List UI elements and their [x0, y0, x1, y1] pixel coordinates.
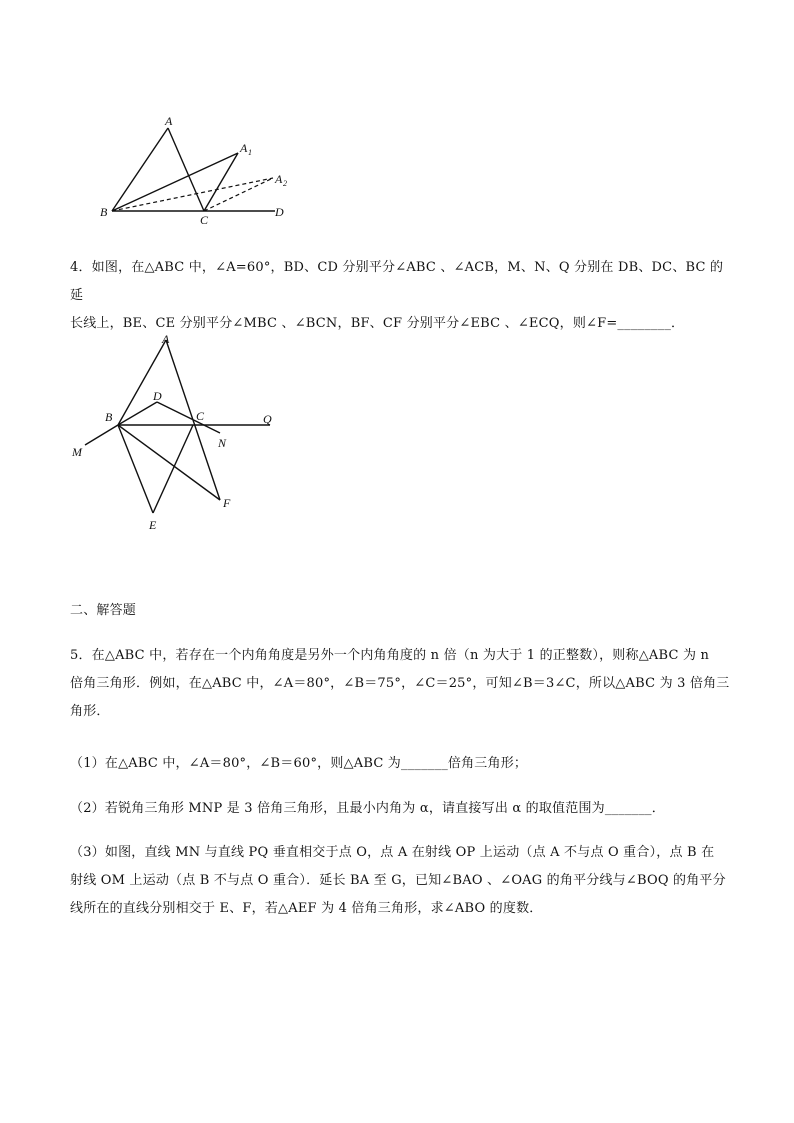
segment-BM: [85, 425, 118, 445]
question-5-line-1: 5．在△ABC 中，若存在一个内角角度是另外一个内角角度的 n 倍（n 为大于 1 的正整数），则称△ABC 为 n: [70, 648, 710, 663]
question-5-part-3: [70, 839, 730, 923]
label-A: A: [162, 332, 170, 346]
label-A1: A: [240, 141, 248, 155]
question-5-part-3-line-3: 线所在的直线分别相交于 E、F，若△AEF 为 4 倍角三角形，求∠ABO 的度数．: [70, 901, 543, 916]
figure-2-diagram: [65, 330, 285, 540]
label-A1-sub: 1: [248, 148, 252, 157]
label-C: C: [196, 409, 205, 423]
question-5-line-3: 角形．: [70, 704, 110, 719]
segment-AC: [168, 128, 204, 211]
question-4-line-2: 长线上，BE、CE 分别平分∠MBC 、∠BCN，BF、CF 分别平分∠EBC 、∠ECQ，则∠F=________．: [70, 316, 685, 331]
label-E: E: [149, 518, 157, 532]
label-B: B: [100, 205, 108, 219]
question-5-part-2: （2）若锐角三角形 MNP 是 3 倍角三角形，且最小内角为 α，请直接写出 α 的取值范围为_______．: [70, 801, 665, 816]
question-5-line-2: 倍角三角形．例如，在△ABC 中，∠A＝80°，∠B＝75°，∠C＝25°，可知∠B＝3∠C，所以△ABC 为 3 倍角三: [70, 676, 730, 691]
segment-BA: [118, 340, 166, 425]
label-Q: Q: [263, 412, 272, 426]
label-A2: A: [275, 172, 283, 186]
question-5: [70, 642, 730, 726]
figure-1-diagram: [95, 110, 305, 230]
question-5-part-1: （1）在△ABC 中，∠A＝80°，∠B＝60°，则△ABC 为_______倍角三角形；: [70, 756, 528, 771]
label-D: D: [275, 205, 284, 219]
label-D: D: [153, 389, 162, 403]
label-C: C: [200, 213, 209, 227]
label-M: M: [72, 445, 82, 459]
question-4: [70, 254, 730, 338]
question-4-line-1: 4．如图，在△ABC 中，∠A=60°，BD、CD 分别平分∠ABC 、∠ACB，M、N、Q 分别在 DB、DC、BC 的延: [70, 260, 724, 303]
segment-CE: [153, 425, 193, 513]
section-heading: 二、解答题: [70, 603, 137, 618]
label-A2-sub: 2: [283, 179, 287, 188]
segment-CA1: [204, 153, 238, 211]
label-A: A: [165, 114, 173, 128]
question-5-part-3-line-2: 射线 OM 上运动（点 B 不与点 O 重合）．延长 BA 至 G，已知∠BAO 、∠OAG 的角平分线与∠BOQ 的角平分: [70, 873, 726, 888]
label-B: B: [105, 410, 113, 424]
label-N: N: [218, 436, 227, 450]
question-5-part-3-line-1: （3）如图，直线 MN 与直线 PQ 垂直相交于点 O，点 A 在射线 OP 上运动（点 A 不与点 O 重合），点 B 在: [70, 845, 715, 860]
label-F: F: [223, 496, 231, 510]
